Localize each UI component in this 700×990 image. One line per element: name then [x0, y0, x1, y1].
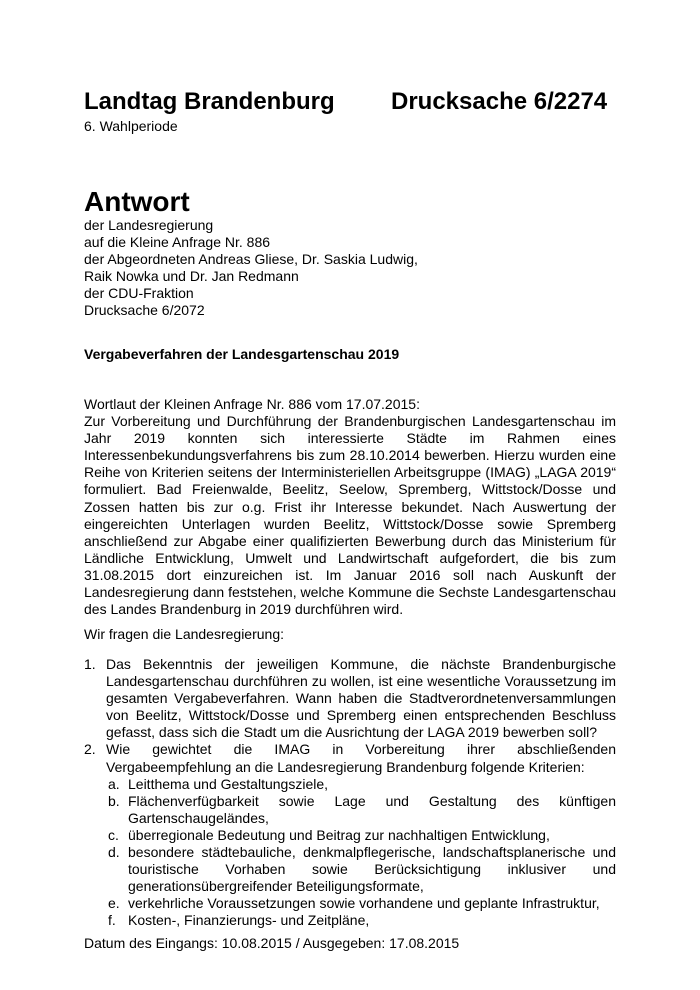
criteria-text: Kosten-, Finanzierungs- und Zeitpläne, — [128, 912, 370, 929]
criteria-text: Flächenverfügbarkeit sowie Lage und Gestaltung des künftigen Gartenschaugeländes, — [128, 792, 616, 826]
meta-line: Raik Nowka und Dr. Jan Redmann — [84, 268, 299, 284]
criteria-letter: b. — [108, 792, 120, 809]
criteria-text: verkehrliche Voraussetzungen sowie vorhandene und geplante Infrastruktur, — [128, 895, 600, 912]
criteria-letter: f. — [108, 912, 116, 929]
question-item — [84, 741, 616, 929]
meta-line: der Abgeordneten Andreas Gliese, Dr. Saskia Ludwig, — [84, 251, 418, 267]
criteria-item — [106, 912, 616, 929]
criteria-letter: e. — [108, 895, 120, 912]
meta-line: Drucksache 6/2072 — [84, 302, 205, 318]
meta-line: der CDU-Fraktion — [84, 285, 194, 301]
question-text: Wie gewichtet die IMAG in Vorbereitung ihrer abschließenden Vergabeempfehlung an die Landesregierung Brandenburg folgende Kriterien: — [106, 741, 616, 775]
criteria-item — [106, 844, 616, 895]
inquiry-paragraph: Zur Vorbereitung und Durchführung der Brandenburgischen Landesgartenschau im Jahr 2019 konnten sich interessierte Städte im Rahmen eines Interessenbekundungsverfahrens bis zum 28.10.2014 bewerben. Hierzu wurden eine Reihe von Kriterien seitens der Interministeriellen Arbeitsgruppe (IMAG) „LAGA 2019“ formuliert. Bad Freienwalde, Beelitz, Seelow, Spremberg, Wittstock/Dosse und Zossen hatten bis zur o.g. Frist ihr Interesse bekundet. Nach Auswertung der eingereichten Unterlagen wurden Beelitz, Wittstock/Dosse sowie Spremberg anschließend zur Abgabe einer qualifizierten Bewerbung durch das Ministerium für Ländliche Entwicklung, Umwelt und Landwirtschaft aufgefordert, die bis zum 31.08.2015 dort einzureichen ist. Im Januar 2016 soll nach Auskunft der Landesregierung dann feststehen, welche Kommune die Sechste Landesgartenschau des Landes Brandenburg in 2019 durchführen wird. — [84, 413, 616, 618]
criteria-letter: a. — [108, 775, 120, 792]
criteria-text: Leitthema und Gestaltungsziele, — [128, 775, 329, 792]
criteria-list — [106, 776, 616, 930]
document-header — [84, 88, 616, 118]
criteria-text: überregionale Bedeutung und Beitrag zur nachhaltigen Entwicklung, — [128, 826, 550, 843]
criteria-letter: d. — [108, 844, 120, 861]
criteria-item — [106, 776, 616, 793]
institution-title: Landtag Brandenburg — [84, 88, 335, 115]
question-text: Das Bekenntnis der jeweiligen Kommune, die nächste Brandenburgische Landesgartenschau durchführen zu wollen, ist eine wesentliche Voraussetzung im gesamten Vergabeverfahren. Wann haben die Stadtverordnetenversammlungen von Beelitz, Wittstock/Dosse und Spremberg einen entsprechenden Beschluss gefasst, dass sich die Stadt um die Ausrichtung der LAGA 2019 bewerben soll? — [106, 656, 616, 741]
criteria-text: besondere städtebauliche, denkmalpflegerische, landschaftsplanerische und touristische Vorhaben sowie Berücksichtigung inklusiver und generationsübergreifender Beteiligungsformate, — [128, 844, 616, 895]
meta-block — [84, 217, 418, 319]
receipt-date-footer: Datum des Eingangs: 10.08.2015 / Ausgegeben: 17.08.2015 — [84, 935, 460, 951]
election-period: 6. Wahlperiode — [84, 118, 178, 134]
criteria-item — [106, 793, 616, 827]
meta-line: der Landesregierung — [84, 217, 214, 233]
criteria-letter: c. — [108, 826, 119, 843]
document-type-heading: Antwort — [84, 186, 190, 217]
question-number: 2. — [84, 741, 96, 758]
criteria-item — [106, 827, 616, 844]
question-list — [84, 656, 616, 930]
question-item — [84, 656, 616, 741]
question-number: 1. — [84, 656, 96, 672]
drucksache-number: Drucksache 6/2274 — [391, 88, 608, 115]
question-lead: Wir fragen die Landesregierung: — [84, 626, 285, 642]
criteria-item — [106, 895, 616, 912]
inquiry-text — [84, 396, 616, 618]
inquiry-label: Wortlaut der Kleinen Anfrage Nr. 886 vom 17.07.2015: — [84, 396, 420, 412]
topic-heading: Vergabeverfahren der Landesgartenschau 2019 — [84, 346, 400, 362]
meta-line: auf die Kleine Anfrage Nr. 886 — [84, 234, 271, 250]
